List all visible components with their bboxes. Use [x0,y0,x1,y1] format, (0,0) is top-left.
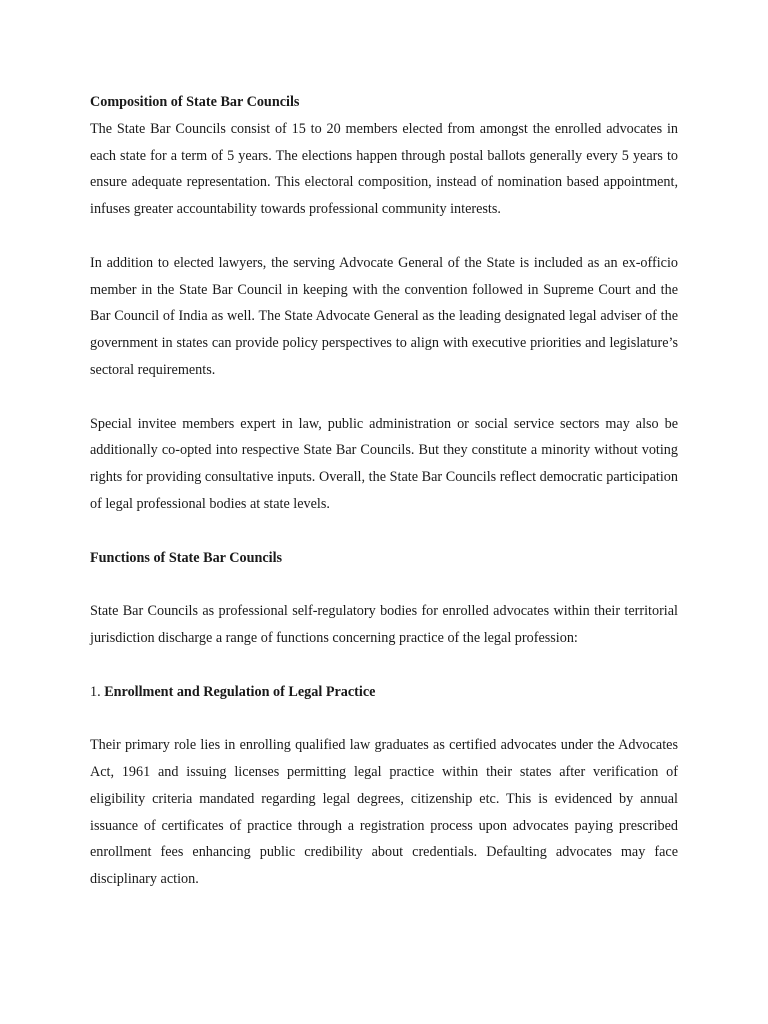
spacer [90,571,678,598]
functions-intro: State Bar Councils as professional self-regulatory bodies for enrolled advocates within their territorial jurisdiction discharge a range of functions concerning practice of the legal profession: [90,603,678,646]
spacer [90,705,678,732]
function-item-1-title: Enrollment and Regulation of Legal Practice [104,683,376,700]
composition-paragraph-2: In addition to elected lawyers, the serving Advocate General of the State is included as an ex-officio member in the State Bar Council in keeping with the convention followed in Supreme Court and the Bar Council of India as well. The State Advocate General as the leading designated legal adviser of the government in states can provide policy perspectives to align with executive priorities and legislature’s sectoral requirements. [90,254,678,378]
spacer [90,223,678,250]
spacer [90,652,678,679]
spacer [90,518,678,545]
composition-paragraph-1: The State Bar Councils consist of 15 to 20 members elected from amongst the enrolled advocates in each state for a term of 5 years. The elections happen through postal ballots generally every 5 years to ensure adequate representation. This electoral composition, instead of nomination based appointment, infuses greater accountability towards professional community interests. [90,120,678,218]
function-item-1-body: Their primary role lies in enrolling qualified law graduates as certified advocates under the Advocates Act, 1961 and issuing licenses permitting legal practice within their states after verification of eligibility criteria mandated regarding legal degrees, citizenship etc. This is evidenced by annual issuance of certificates of practice through a registration process upon advocates paying prescribed enrollment fees enhancing public credibility about credentials. Defaulting advocates may face disciplinary action. [90,737,678,888]
spacer [90,384,678,411]
function-item-1-heading [90,679,678,706]
document-page [90,89,678,893]
functions-heading: Functions of State Bar Councils [90,549,283,566]
function-item-1-number: 1. [90,683,101,700]
composition-heading: Composition of State Bar Councils [90,94,300,110]
composition-paragraph-3: Special invitee members expert in law, public administration or social service sectors may also be additionally co-opted into respective State Bar Councils. But they constitute a minority without voting rights for providing consultative inputs. Overall, the State Bar Councils reflect democratic participation of legal professional bodies at state levels. [90,415,678,512]
